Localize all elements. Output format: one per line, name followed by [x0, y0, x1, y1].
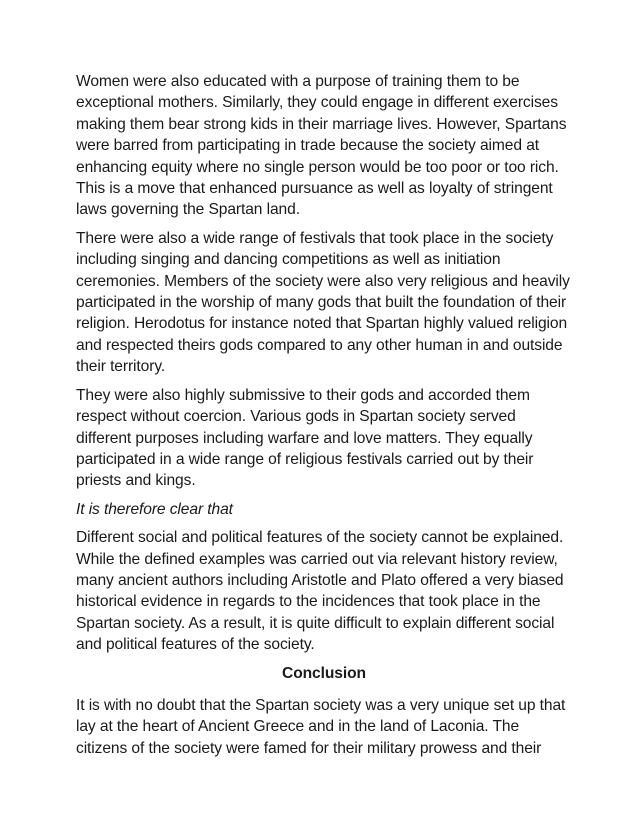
document-body — [76, 71, 572, 766]
paragraph-women-education: Women were also educated with a purpose of training them to be exceptional mothers. Similarly, they could engage in different exercises making them bear strong kids in their marriage lives. However, Spartans were barred from participating in trade because the society aimed at enhancing equity where no single person would be too poor or too rich. This is a move that enhanced pursuance as well as loyalty of stringent laws governing the Spartan land. — [76, 73, 567, 219]
conclusion-heading: Conclusion — [282, 664, 366, 682]
paragraph-festivals: There were also a wide range of festivals that took place in the society including singing and dancing competitions as well as initiation ceremonies. Members of the society were also very religious and heavily participated in the worship of many gods that built the foundation of their religion. Herodotus for instance noted that Spartan highly valued religion and respected theirs gods compared to any other human in and outside their territory. — [76, 229, 570, 376]
paragraph-submissive-gods: They were also highly submissive to their gods and accorded them respect without coercion. Various gods in Spartan society served different purposes including warfare and love matters. They equally participated in a wide range of religious festivals carried out by their priests and kings. — [76, 386, 534, 490]
paragraph-social-political: Different social and political features of the society cannot be explained. While the defined examples was carried out via relevant history review, many ancient authors including Aristotle and Plato offered a very biased historical evidence in regards to the incidences that took place in the Spartan society. As a result, it is quite difficult to explain different social and political features of the society. — [76, 529, 564, 654]
paragraph-conclusion: It is with no doubt that the Spartan society was a very unique set up that lay at the heart of Ancient Greece and in the land of Laconia. The citizens of the society were famed for their military prowess and their — [76, 696, 566, 757]
italic-transition-line: It is therefore clear that — [76, 500, 233, 518]
